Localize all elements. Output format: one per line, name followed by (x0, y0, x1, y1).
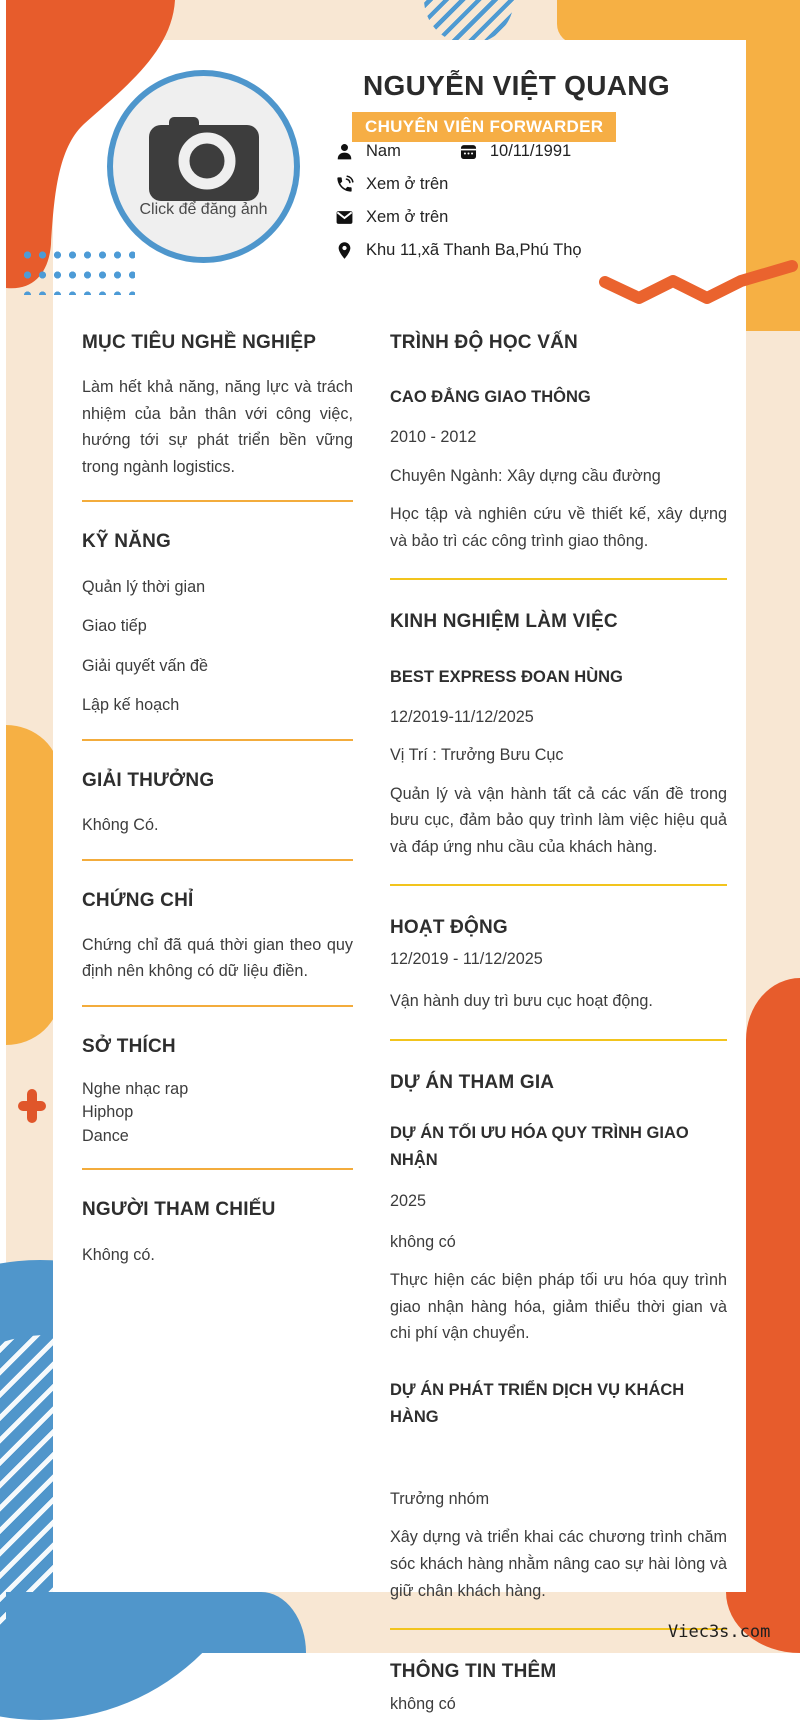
skill-item: Giao tiếp (82, 617, 147, 636)
calendar-icon (459, 142, 478, 161)
decor-blue-dots-grid (20, 245, 135, 295)
section-skills-heading: KỸ NĂNG (82, 531, 172, 553)
section-divider (390, 1039, 727, 1041)
objective-text: Làm hết khả năng, năng lực và trách nhiệm của bản thân với công việc, hướng tới sự phát triển bền vững trong ngành logistics. (82, 378, 353, 476)
certificates-text: Chứng chỉ đã quá thời gian theo quy định nên không có dữ liệu điền. (82, 935, 353, 981)
job-title-badge: CHUYÊN VIÊN FORWARDER (352, 112, 616, 142)
section-divider (82, 1168, 353, 1170)
activities-description: Vận hành duy trì bưu cục hoạt động. (390, 992, 653, 1011)
experience-description: Quản lý và vận hành tất cả các vấn đề trong bưu cục, đảm bảo quy trình làm việc hiệu quả và đáp ứng nhu cầu của khách hàng. (390, 784, 727, 856)
additional-text: không có (390, 1695, 456, 1714)
decor-yellow-left-halfcircle (6, 725, 60, 1045)
location-icon (335, 241, 354, 260)
section-divider (82, 1005, 353, 1007)
info-row-phone (335, 173, 448, 195)
mail-icon (335, 208, 354, 227)
project-name: DỰ ÁN PHÁT TRIỂN DỊCH VỤ KHÁCH HÀNG (390, 1380, 685, 1426)
section-certificates-heading: CHỨNG CHỈ (82, 889, 194, 911)
section-education-heading: TRÌNH ĐỘ HỌC VẤN (390, 332, 578, 353)
address-value: Khu 11,xã Thanh Ba,Phú Thọ (366, 240, 582, 259)
decor-orange-right-blob (746, 978, 800, 1592)
decor-blue-bottom-strip (6, 1592, 306, 1653)
project-role: Trưởng nhóm (390, 1489, 490, 1508)
project-name: DỰ ÁN TỐI ƯU HÓA QUY TRÌNH GIAO NHẬN (390, 1123, 689, 1169)
site-watermark: Viec3s.com (668, 1622, 771, 1642)
section-references-heading: NGƯỜI THAM CHIẾU (82, 1199, 276, 1221)
info-row-address (335, 239, 582, 261)
photo-upload-label: Click để đăng ảnh (139, 200, 268, 218)
experience-company: BEST EXPRESS ĐOAN HÙNG (390, 667, 623, 686)
activities-period: 12/2019 - 11/12/2025 (390, 949, 543, 968)
decor-orange-zigzag (597, 256, 800, 308)
section-divider (390, 578, 727, 580)
project-description: Xây dựng và triển khai các chương trình chăm sóc khách hàng nhằm nâng cao sự hài lòng và giữ chân khách hàng. (390, 1528, 727, 1600)
section-awards-heading: GIẢI THƯỞNG (82, 769, 215, 791)
education-description: Học tập và nghiên cứu về thiết kế, xây dựng và bảo trì các công trình giao thông. (390, 505, 727, 550)
section-experience-heading: KINH NGHIỆM LÀM VIỆC (390, 611, 618, 633)
project-period (390, 1445, 727, 1472)
skill-item: Quản lý thời gian (82, 577, 206, 596)
left-column (82, 327, 353, 1268)
hobby-item: Nghe nhạc rap (82, 1079, 189, 1098)
project-period: 2025 (390, 1192, 427, 1210)
experience-position: Vị Trí : Trưởng Bưu Cục (390, 746, 564, 765)
person-icon (335, 142, 354, 161)
section-objective-heading: MỤC TIÊU NGHỀ NGHIỆP (82, 332, 317, 353)
section-projects-heading: DỰ ÁN THAM GIA (390, 1071, 555, 1093)
phone-icon (335, 175, 354, 194)
gender-value: Nam (366, 141, 401, 160)
section-divider (82, 739, 353, 741)
references-text: Không có. (82, 1245, 155, 1264)
section-divider (82, 859, 353, 861)
education-school: CAO ĐẲNG GIAO THÔNG (390, 388, 591, 407)
hobby-item: Dance (82, 1126, 129, 1145)
project-role: không có (390, 1232, 456, 1251)
hobby-item: Hiphop (82, 1103, 134, 1122)
info-row-gender-birthdate (335, 140, 571, 162)
section-divider (390, 884, 727, 886)
skill-item: Lập kế hoạch (82, 696, 180, 715)
education-period: 2010 - 2012 (390, 428, 477, 447)
education-major: Chuyên Ngành: Xây dựng cầu đường (390, 466, 661, 485)
section-additional-heading: THÔNG TIN THÊM (390, 1661, 557, 1683)
phone-value: Xem ở trên (366, 174, 449, 193)
section-hobbies-heading: SỞ THÍCH (82, 1035, 176, 1057)
decor-plus-icon (18, 1089, 46, 1123)
awards-text: Không Có. (82, 815, 159, 834)
section-divider (82, 500, 353, 502)
email-value: Xem ở trên (366, 207, 449, 226)
project-description: Thực hiện các biện pháp tối ưu hóa quy trình giao nhận hàng hóa, giảm thiểu thời gian và chi phí vận chuyển. (390, 1271, 727, 1343)
experience-period: 12/2019-11/12/2025 (390, 707, 534, 726)
right-column (390, 327, 727, 1718)
section-activities-heading: HOẠT ĐỘNG (390, 917, 508, 939)
candidate-name: NGUYỄN VIỆT QUANG (363, 70, 670, 101)
skill-item: Giải quyết vấn đề (82, 656, 208, 675)
birthdate-value: 10/11/1991 (489, 141, 572, 160)
info-row-email (335, 206, 448, 228)
